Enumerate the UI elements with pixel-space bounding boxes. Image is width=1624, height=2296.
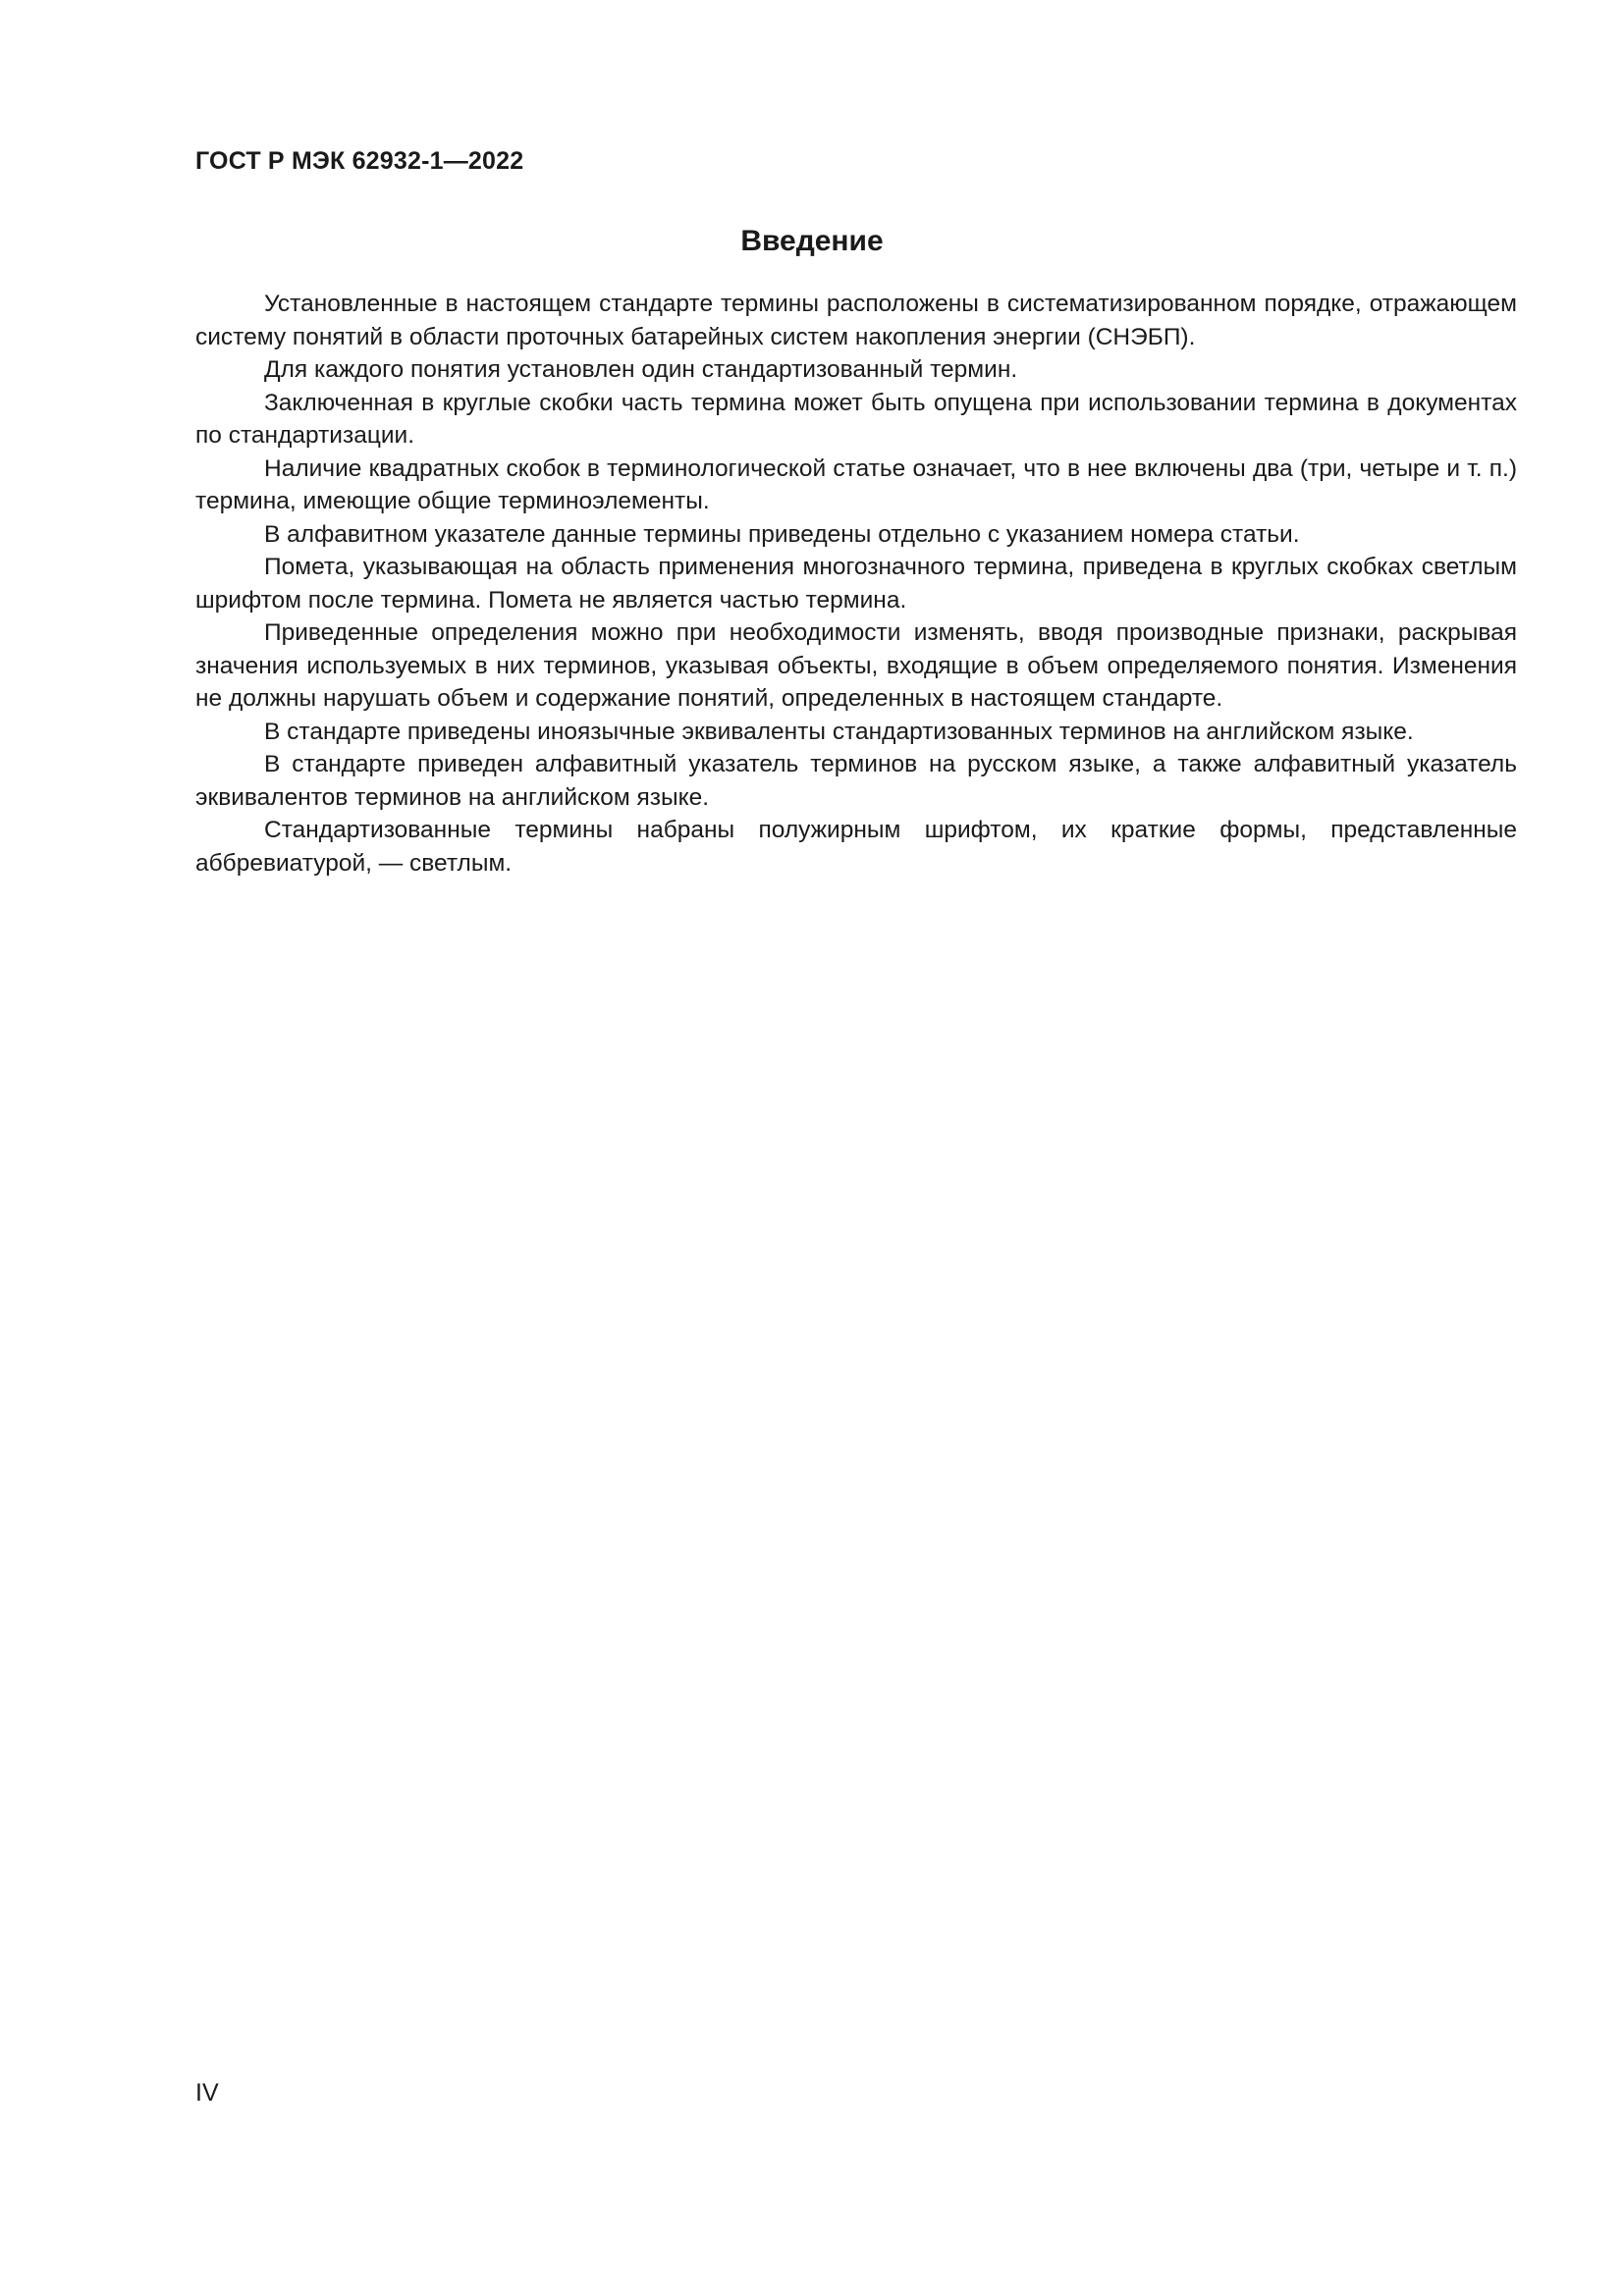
paragraph-4: Наличие квадратных скобок в терминологической статье означает, что в нее включены два (три, четыре и т. п.) термина, имеющие общие терминоэлементы. — [195, 454, 1517, 514]
body-text — [195, 288, 1517, 880]
paragraph-10: Стандартизованные термины набраны полужирным шрифтом, их краткие формы, представленные аббревиатурой, — светлым. — [195, 817, 1517, 877]
paragraph-2: Для каждого понятия установлен один стандартизованный термин. — [264, 356, 1018, 383]
document-code-header: ГОСТ Р МЭК 62932-1—2022 — [195, 147, 524, 175]
paragraph-5: В алфавитном указателе данные термины приведены отдельно с указанием номера статьи. — [264, 520, 1300, 548]
paragraph-3: Заключенная в круглые скобки часть термина может быть опущена при использовании термина в документах по стандартизации. — [195, 389, 1517, 449]
paragraph-7: Приведенные определения можно при необходимости изменять, вводя производные признаки, раскрывая значения используемых в них терминов, указывая объекты, входящие в объем определяемого понятия. Изменения не должны нарушать объем и содержание понятий, определенных в настоящем стандарте. — [195, 619, 1517, 712]
paragraph-6: Помета, указывающая на область применения многозначного термина, приведена в круглых скобках светлым шрифтом после термина. Помета не является частью термина. — [195, 554, 1517, 614]
paragraph-8: В стандарте приведены иноязычные эквиваленты стандартизованных терминов на английском языке. — [264, 718, 1414, 745]
paragraph-9: В стандарте приведен алфавитный указатель терминов на русском языке, а также алфавитный указатель эквивалентов терминов на английском языке. — [195, 751, 1517, 811]
page-number: IV — [195, 2079, 219, 2107]
section-title: Введение — [740, 225, 884, 257]
paragraph-1: Установленные в настоящем стандарте термины расположены в систематизированном порядке, отражающем систему понятий в области проточных батарейных систем накопления энергии (СНЭБП). — [195, 291, 1517, 350]
